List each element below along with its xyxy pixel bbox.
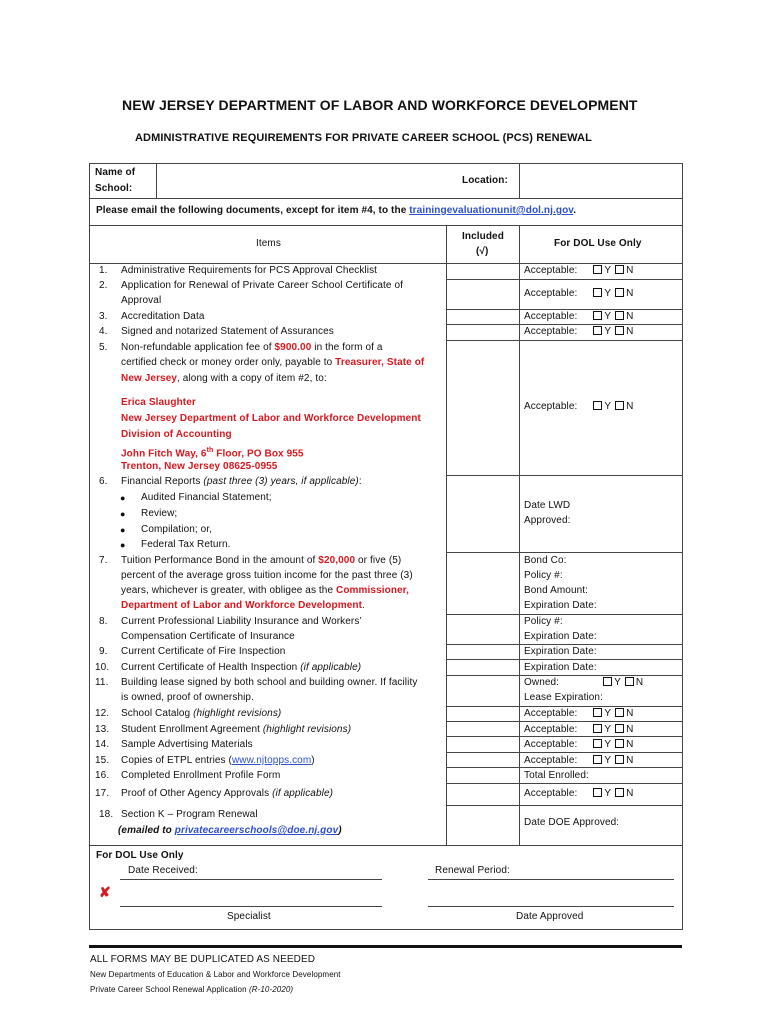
checkbox-n[interactable] [625, 677, 634, 686]
item-18-text: Section K – Program Renewal [121, 809, 258, 820]
item-2-text-2: Approval [121, 295, 162, 306]
bullet-icon: ● [120, 509, 126, 519]
bullet-icon: ● [120, 540, 126, 550]
item-11-text-2: is owned, proof of ownership. [121, 692, 254, 703]
checkbox-n[interactable] [615, 288, 624, 297]
date-lwd-approved-label: Approved: [524, 515, 571, 526]
duplicate-notice: ALL FORMS MAY BE DUPLICATED AS NEEDED [90, 954, 316, 965]
date-received-label: Date Received: [128, 865, 198, 876]
checkbox-y[interactable] [593, 788, 602, 797]
item-9-text: Current Certificate of Fire Inspection [121, 646, 286, 657]
item-5-num: 5. [99, 342, 108, 353]
checkbox-n[interactable] [615, 265, 624, 274]
item-2-num: 2. [99, 280, 108, 291]
item-7-text-4: Department of Labor and Workforce Development. [121, 600, 365, 611]
checkbox-y[interactable] [593, 755, 602, 764]
checkbox-y[interactable] [593, 311, 602, 320]
expiration-label-2: Expiration Date: [524, 631, 597, 642]
item-17-text: Proof of Other Agency Approvals (if applicable) [121, 788, 334, 799]
date-doe-label: Date DOE Approved: [524, 817, 620, 828]
address-dept: New Jersey Department of Labor and Workforce Development [121, 413, 421, 424]
bullet-icon: ● [120, 493, 126, 503]
item-7-text-2: percent of the average gross tuition income for the past three (3) [121, 570, 413, 581]
item-5-text: Non-refundable application fee of $900.00 in the form of a [121, 342, 383, 353]
date-lwd-label: Date LWD [524, 500, 571, 511]
bond-co-label: Bond Co: [524, 555, 567, 566]
checkbox-y[interactable] [593, 724, 602, 733]
renewal-period-label: Renewal Period: [435, 865, 510, 876]
checkbox-n[interactable] [615, 401, 624, 410]
item-10-text: Current Certificate of Health Inspection (if applicable) [121, 662, 362, 673]
doe-email-link[interactable]: privatecareerschools@doe.nj.gov [174, 825, 339, 836]
included-cell-1[interactable] [448, 264, 518, 278]
email-link[interactable]: trainingevaluationunit@dol.nj.gov [409, 205, 574, 216]
page-title: NEW JERSEY DEPARTMENT OF LABOR AND WORKFORCE DEVELOPMENT [122, 97, 638, 113]
expiration-label-4: Expiration Date: [524, 662, 597, 673]
page-subtitle: ADMINISTRATIVE REQUIREMENTS FOR PRIVATE CAREER SCHOOL (PCS) RENEWAL [135, 132, 592, 144]
item-12-num: 12. [95, 708, 110, 719]
address-name: Erica Slaughter [121, 397, 196, 408]
school-name-label: Name of [95, 167, 136, 178]
item-8-text: Current Professional Liability Insurance and Workers’ [121, 616, 362, 627]
date-approved-label: Date Approved [516, 911, 584, 922]
acceptable-12: Acceptable: Y N [524, 708, 634, 719]
item-1-num: 1. [99, 265, 108, 276]
checkbox-y[interactable] [603, 677, 612, 686]
acceptable-3: Acceptable: Y N [524, 311, 634, 322]
item-16-num: 16. [95, 770, 110, 781]
item-6-num: 6. [99, 476, 108, 487]
checkbox-y[interactable] [593, 739, 602, 748]
item-7-num: 7. [99, 555, 108, 566]
dol-use-title: For DOL Use Only [96, 850, 184, 861]
included-cell-2[interactable] [448, 280, 518, 308]
bullet-icon: ● [120, 525, 126, 535]
item-13-num: 13. [95, 724, 110, 735]
policy-label-2: Policy #: [524, 616, 563, 627]
checkbox-y[interactable] [593, 326, 602, 335]
item-5-text-3: New Jersey, along with a copy of item #2, to: [121, 373, 327, 384]
item-6-bullet-4: Federal Tax Return. [141, 539, 231, 550]
acceptable-14: Acceptable: Y N [524, 739, 634, 750]
x-mark-icon: ✘ [99, 884, 111, 900]
bond-amount-label: Bond Amount: [524, 585, 589, 596]
school-name-field[interactable] [158, 165, 458, 197]
item-11-text: Building lease signed by both school and building owner. If facility [121, 677, 418, 688]
item-8-text-2: Compensation Certificate of Insurance [121, 631, 295, 642]
item-13-text: Student Enrollment Agreement (highlight revisions) [121, 724, 352, 735]
item-18-num: 18. [99, 809, 114, 820]
checkbox-y[interactable] [593, 288, 602, 297]
lease-expiration-label: Lease Expiration: [524, 692, 603, 703]
item-8-num: 8. [99, 616, 108, 627]
checkbox-n[interactable] [615, 708, 624, 717]
item-4-text: Signed and notarized Statement of Assurances [121, 326, 334, 337]
item-9-num: 9. [99, 646, 108, 657]
dol-use-header: For DOL Use Only [554, 238, 642, 249]
item-10-num: 10. [95, 662, 110, 673]
item-2-text: Application for Renewal of Private Career School Certificate of [121, 280, 403, 291]
item-3-text: Accreditation Data [121, 311, 205, 322]
item-15-text: Copies of ETPL entries (www.njtopps.com) [121, 755, 315, 766]
item-17-num: 17. [95, 788, 110, 799]
item-18-email: (emailed to privatecareerschools@doe.nj.gov) [118, 825, 342, 836]
checkbox-n[interactable] [615, 788, 624, 797]
footer-dept: New Departments of Education & Labor and Workforce Development [90, 970, 341, 979]
item-11-num: 11. [95, 677, 109, 688]
item-4-num: 4. [99, 326, 108, 337]
policy-label: Policy #: [524, 570, 563, 581]
acceptable-17: Acceptable: Y N [524, 788, 634, 799]
acceptable-5: Acceptable: Y N [524, 401, 634, 412]
specialist-label: Specialist [227, 911, 271, 922]
njtopps-link[interactable]: www.njtopps.com [231, 755, 312, 766]
checkbox-n[interactable] [615, 326, 624, 335]
checkbox-y[interactable] [593, 708, 602, 717]
acceptable-15: Acceptable: Y N [524, 755, 634, 766]
included-header: Included [462, 231, 504, 242]
item-3-num: 3. [99, 311, 108, 322]
acceptable-1: Acceptable: Y N [524, 265, 634, 276]
item-7-text-3: years, whichever is greater, with obligee as the Commissioner, [121, 585, 410, 596]
item-7-text: Tuition Performance Bond in the amount of $20,000 or five (5) [121, 555, 402, 566]
checkbox-y[interactable] [593, 401, 602, 410]
item-14-num: 14. [95, 739, 110, 750]
item-16-text: Completed Enrollment Profile Form [121, 770, 281, 781]
item-14-text: Sample Advertising Materials [121, 739, 253, 750]
item-12-text: School Catalog (highlight revisions) [121, 708, 282, 719]
checkbox-n[interactable] [615, 311, 624, 320]
expiration-label-3: Expiration Date: [524, 646, 597, 657]
item-6-text: Financial Reports (past three (3) years, if applicable): [121, 476, 362, 487]
location-label: Location: [462, 175, 508, 186]
acceptable-2: Acceptable: Y N [524, 288, 634, 299]
checkbox-n[interactable] [615, 739, 624, 748]
items-header: Items [256, 238, 281, 249]
item-6-bullet-3: Compilation; or, [141, 524, 213, 535]
school-name-label-2: School: [95, 183, 133, 194]
checkbox-n[interactable] [615, 755, 624, 764]
address-division: Division of Accounting [121, 429, 232, 440]
owned-row: Owned: Y N [524, 677, 644, 688]
total-enrolled-label: Total Enrolled: [524, 770, 589, 781]
item-15-num: 15. [95, 755, 110, 766]
included-check-header: (√) [476, 246, 489, 257]
address-street: John Fitch Way, 6th Floor, PO Box 955 [121, 447, 304, 460]
item-6-bullet-2: Review; [141, 508, 178, 519]
item-1-text: Administrative Requirements for PCS Approval Checklist [121, 265, 378, 276]
expiration-label: Expiration Date: [524, 600, 597, 611]
address-city: Trenton, New Jersey 08625-0955 [121, 461, 278, 472]
checkbox-y[interactable] [593, 265, 602, 274]
email-instruction: Please email the following documents, except for item #4, to the trainingevaluationunit@dol.nj.gov. [96, 205, 577, 216]
item-6-bullet-1: Audited Financial Statement; [141, 492, 272, 503]
acceptable-13: Acceptable: Y N [524, 724, 634, 735]
footer-form-id: Private Career School Renewal Application (R-10-2020) [90, 985, 294, 994]
acceptable-4: Acceptable: Y N [524, 326, 634, 337]
location-field[interactable] [521, 165, 679, 197]
checkbox-n[interactable] [615, 724, 624, 733]
item-5-text-2: certified check or money order only, payable to Treasurer, State of [121, 357, 425, 368]
